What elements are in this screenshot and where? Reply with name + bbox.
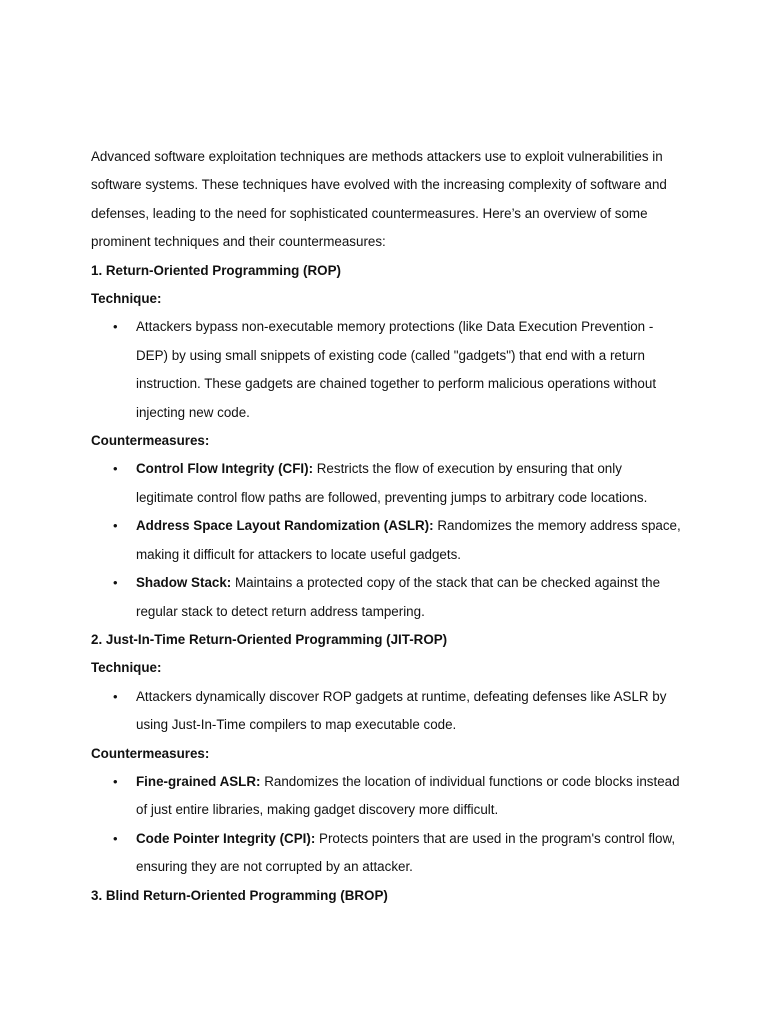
technique-label: Technique: xyxy=(91,660,162,676)
list-item xyxy=(91,455,681,512)
technique-label: Technique: xyxy=(91,291,162,307)
list-item xyxy=(91,768,681,825)
term-description: Randomizes the location of individual functions or code blocks instead of just entire libraries, making gadget discovery more difficult. xyxy=(136,773,680,818)
bullet-icon: • xyxy=(113,830,118,846)
list-item-text: Attackers bypass non-executable memory protections (like Data Execution Prevention - DEP) by using small snippets of existing code (called "gadgets") that end with a return instruction. These gadgets are chained together to perform malicious operations without injecting new code. xyxy=(136,319,657,420)
list-item-text: Attackers dynamically discover ROP gadgets at runtime, defeating defenses like ASLR by using Just-In-Time compilers to map executable code. xyxy=(136,688,667,733)
bullet-icon: • xyxy=(113,773,118,789)
list-item xyxy=(91,512,681,569)
term-label: Fine-grained ASLR: xyxy=(136,773,261,789)
bullet-icon: • xyxy=(113,319,118,335)
technique-list xyxy=(91,683,681,740)
term-description: Randomizes the memory address space, making it difficult for attackers to locate useful gadgets. xyxy=(136,518,681,562)
section-heading-brop: 3. Blind Return-Oriented Programming (BROP) xyxy=(91,887,388,903)
list-item xyxy=(91,569,681,626)
section-heading-jit-rop: 2. Just-In-Time Return-Oriented Programming (JIT-ROP) xyxy=(91,631,448,647)
bullet-icon: • xyxy=(113,518,118,534)
document-page xyxy=(91,143,681,910)
term-label: Code Pointer Integrity (CPI): xyxy=(136,830,316,846)
intro-paragraph: Advanced software exploitation techniques are methods attackers use to exploit vulnerabilities in software systems. These techniques have evolved with the increasing complexity of software and defenses, leading to the need for sophisticated countermeasures. Here’s an overview of some prominent techniques and their countermeasures: xyxy=(91,149,667,250)
term-description: Protects pointers that are used in the program's control flow, ensuring they are not corrupted by an attacker. xyxy=(136,830,676,875)
list-item xyxy=(91,313,681,427)
list-item xyxy=(91,683,681,740)
countermeasures-list xyxy=(91,768,681,882)
countermeasures-label: Countermeasures: xyxy=(91,745,210,761)
term-label: Shadow Stack: xyxy=(136,575,232,591)
countermeasures-list xyxy=(91,455,681,625)
countermeasures-label: Countermeasures: xyxy=(91,433,210,449)
technique-list xyxy=(91,313,681,427)
section-heading-rop: 1. Return-Oriented Programming (ROP) xyxy=(91,262,341,278)
bullet-icon: • xyxy=(113,575,118,591)
list-item xyxy=(91,825,681,882)
bullet-icon: • xyxy=(113,688,118,704)
term-label: Control Flow Integrity (CFI): xyxy=(136,461,314,477)
term-description: Maintains a protected copy of the stack that can be checked against the regular stack to detect return address tampering. xyxy=(136,575,661,619)
term-label: Address Space Layout Randomization (ASLR): xyxy=(136,518,434,534)
bullet-icon: • xyxy=(113,461,118,477)
term-description: Restricts the flow of execution by ensuring that only legitimate control flow paths are followed, preventing jumps to arbitrary code locations. xyxy=(136,461,648,505)
